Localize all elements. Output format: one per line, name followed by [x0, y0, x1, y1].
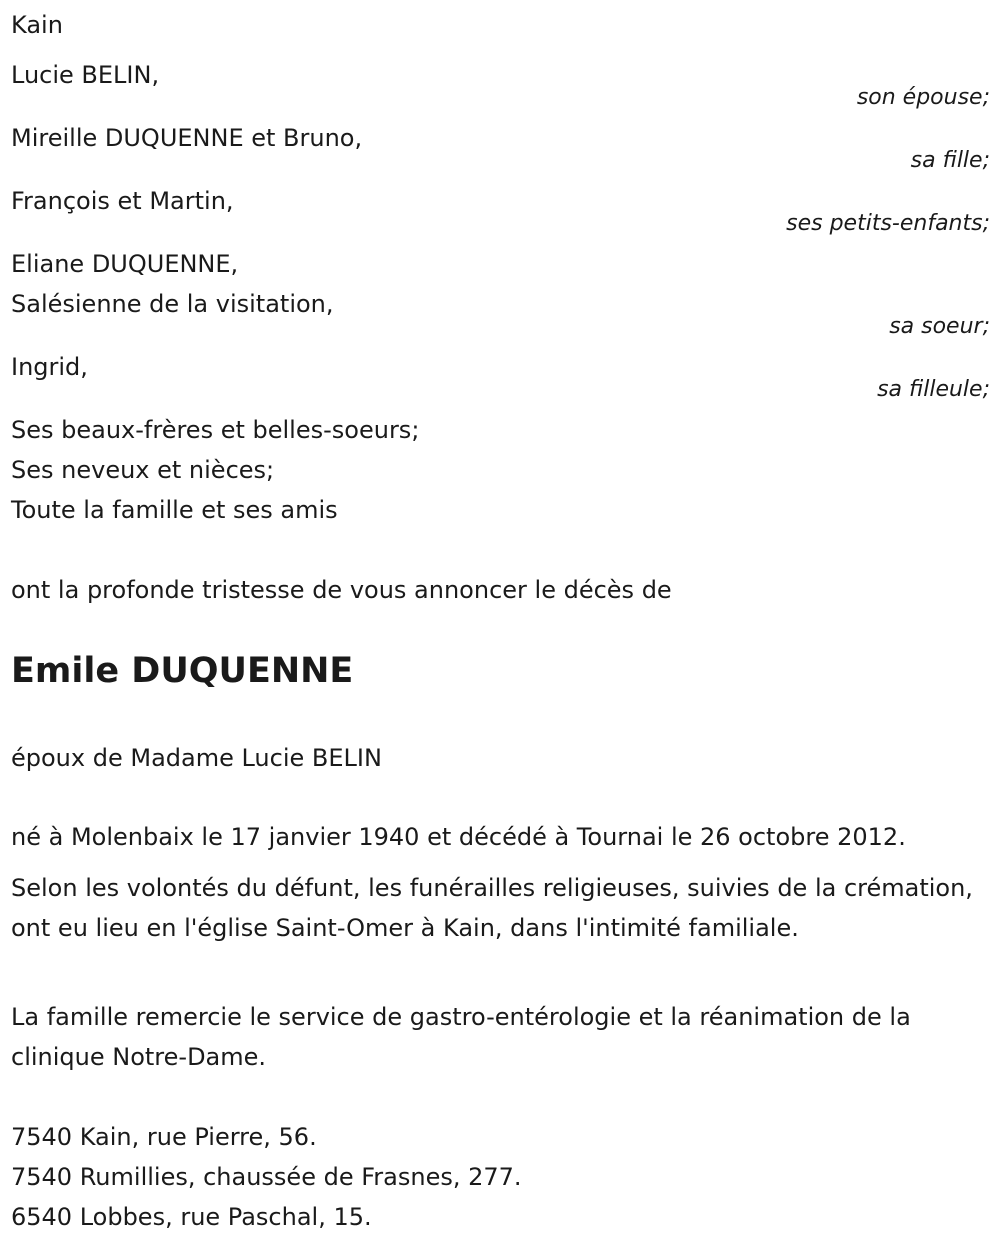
- funeral-paragraph: Selon les volontés du défunt, les funérailles religieuses, suivies de la crémation, ont eu lieu en l'église Saint-Omer à Kain, dans l'intimité familiale.: [11, 874, 973, 942]
- deceased-name: Emile DUQUENNE: [11, 651, 354, 691]
- address-line: 6540 Lobbes, rue Paschal, 15.: [11, 1203, 372, 1231]
- other-family-line: Ses beaux-frères et belles-soeurs;: [11, 416, 420, 444]
- goddaughter-relation: sa filleule;: [877, 377, 990, 402]
- announcement-text: ont la profonde tristesse de vous annoncer le décès de: [11, 576, 672, 604]
- sister-relation: sa soeur;: [889, 314, 990, 339]
- wife-relation: son épouse;: [856, 85, 990, 110]
- sister-name: Eliane DUQUENNE,: [11, 250, 239, 278]
- sister-title: Salésienne de la visitation,: [11, 290, 334, 318]
- daughter-relation: sa fille;: [910, 148, 990, 173]
- daughter-name: Mireille DUQUENNE et Bruno,: [11, 124, 363, 152]
- address-line: 7540 Rumillies, chaussée de Frasnes, 277.: [11, 1163, 522, 1191]
- grandchildren-relation: ses petits-enfants;: [786, 211, 990, 236]
- town-heading: Kain: [11, 11, 63, 39]
- grandchildren-name: François et Martin,: [11, 187, 234, 215]
- address-line: 7540 Kain, rue Pierre, 56.: [11, 1123, 317, 1151]
- other-family-line: Ses neveux et nièces;: [11, 456, 275, 484]
- spouse-line: époux de Madame Lucie BELIN: [11, 744, 382, 772]
- birth-death-line: né à Molenbaix le 17 janvier 1940 et décédé à Tournai le 26 octobre 2012.: [11, 823, 906, 851]
- thanks-paragraph: La famille remercie le service de gastro-entérologie et la réanimation de la clinique Notre-Dame.: [11, 1003, 911, 1071]
- other-family-line: Toute la famille et ses amis: [11, 496, 338, 524]
- goddaughter-name: Ingrid,: [11, 353, 88, 381]
- wife-name: Lucie BELIN,: [11, 61, 160, 89]
